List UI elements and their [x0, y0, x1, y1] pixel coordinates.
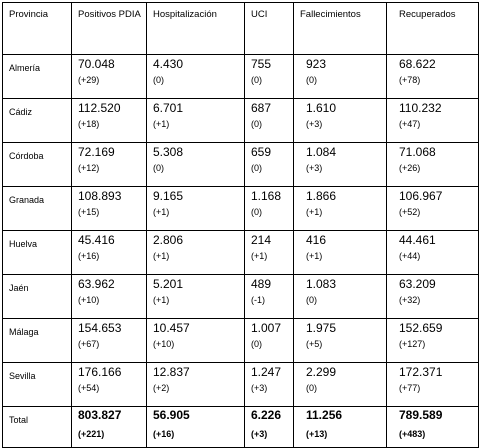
cell-fallecimientos: [294, 319, 387, 363]
cell-uci: [245, 275, 294, 319]
cell-uci-change: (+1): [251, 251, 268, 261]
cell-recuperados-change: (+127): [399, 339, 426, 349]
header-recuperados: Recuperados: [387, 3, 479, 55]
cell-positivos: [72, 407, 147, 448]
cell-fallecimientos-value: 1.866: [306, 189, 337, 203]
cell-recuperados: [387, 55, 479, 99]
cell-positivos: [72, 99, 147, 143]
cell-fallecimientos-value: 923: [306, 57, 327, 71]
cell-recuperados: [387, 143, 479, 187]
cell-hospitalizacion-change: (+10): [153, 339, 175, 349]
cell-positivos-change: (+10): [78, 295, 100, 305]
cell-fallecimientos: [294, 143, 387, 187]
cell-hospitalizacion-value: 5.308: [153, 145, 184, 159]
cell-positivos-change: (+67): [78, 339, 100, 349]
table-row: [3, 319, 479, 363]
cell-recuperados-value: 152.659: [399, 321, 443, 335]
cell-fallecimientos-value: 1.083: [306, 277, 337, 291]
cell-fallecimientos-change: (0): [306, 75, 317, 85]
cell-positivos: [72, 231, 147, 275]
cell-recuperados-value: 789.589: [399, 408, 443, 422]
cell-uci-value: 489: [251, 277, 272, 291]
cell-hospitalizacion-change: (+1): [153, 207, 170, 217]
total-row: [3, 407, 479, 448]
cell-recuperados-change: (+483): [399, 429, 426, 439]
cell-provincia: Jaén: [3, 275, 72, 319]
cell-provincia: Málaga: [3, 319, 72, 363]
table-row: [3, 187, 479, 231]
cell-recuperados-change: (+26): [399, 163, 421, 173]
table-row: [3, 363, 479, 407]
cell-positivos-value: 72.169: [78, 145, 115, 159]
cell-provincia: Cádiz: [3, 99, 72, 143]
cell-positivos-value: 108.893: [78, 189, 122, 203]
cell-hospitalizacion-change: (+1): [153, 295, 170, 305]
cell-provincia: Sevilla: [3, 363, 72, 407]
cell-positivos-change: (+221): [78, 429, 105, 439]
cell-recuperados-value: 44.461: [399, 233, 436, 247]
cell-provincia: Almería: [3, 55, 72, 99]
cell-fallecimientos: [294, 231, 387, 275]
header-hospitalizacion: Hospitalización: [147, 3, 245, 55]
cell-fallecimientos-change: (+1): [306, 207, 323, 217]
cell-recuperados-value: 71.068: [399, 145, 436, 159]
cell-positivos-value: 176.166: [78, 365, 122, 379]
cell-positivos: [72, 55, 147, 99]
cell-uci-value: 214: [251, 233, 272, 247]
cell-recuperados-change: (+47): [399, 119, 421, 129]
cell-recuperados: [387, 187, 479, 231]
cell-uci-value: 1.247: [251, 365, 282, 379]
cell-uci-value: 1.168: [251, 189, 282, 203]
cell-uci: [245, 231, 294, 275]
cell-uci-change: (0): [251, 75, 262, 85]
table-header-row: [3, 3, 479, 55]
cell-uci-change: (-1): [251, 295, 265, 305]
cell-recuperados-change: (+52): [399, 207, 421, 217]
cell-recuperados-value: 106.967: [399, 189, 443, 203]
cell-recuperados-change: (+32): [399, 295, 421, 305]
cell-recuperados-value: 172.371: [399, 365, 443, 379]
cell-hospitalizacion: [147, 407, 245, 448]
table-row: [3, 231, 479, 275]
cell-positivos-change: (+54): [78, 383, 100, 393]
cell-hospitalizacion: [147, 319, 245, 363]
cell-positivos-change: (+12): [78, 163, 100, 173]
cell-uci: [245, 143, 294, 187]
cell-hospitalizacion-change: (+1): [153, 251, 170, 261]
cell-hospitalizacion-change: (+1): [153, 119, 170, 129]
cell-fallecimientos-change: (+5): [306, 339, 323, 349]
table-row: [3, 275, 479, 319]
cell-fallecimientos-value: 11.256: [306, 408, 343, 422]
cell-fallecimientos-value: 1.084: [306, 145, 337, 159]
cell-hospitalizacion-value: 9.165: [153, 189, 184, 203]
cell-fallecimientos-change: (+3): [306, 119, 323, 129]
cell-uci: [245, 319, 294, 363]
cell-hospitalizacion-value: 12.837: [153, 365, 190, 379]
cell-hospitalizacion: [147, 275, 245, 319]
cell-positivos: [72, 363, 147, 407]
cell-fallecimientos: [294, 55, 387, 99]
cell-fallecimientos-change: (+13): [306, 429, 328, 439]
cell-fallecimientos-change: (0): [306, 295, 317, 305]
cell-hospitalizacion-value: 2.806: [153, 233, 184, 247]
cell-positivos-change: (+16): [78, 251, 100, 261]
cell-positivos-change: (+18): [78, 119, 100, 129]
table-row: [3, 99, 479, 143]
cell-hospitalizacion: [147, 187, 245, 231]
cell-hospitalizacion-value: 4.430: [153, 57, 184, 71]
cell-positivos: [72, 319, 147, 363]
cell-hospitalizacion: [147, 231, 245, 275]
cell-hospitalizacion: [147, 143, 245, 187]
cell-uci-value: 687: [251, 101, 272, 115]
cell-fallecimientos: [294, 407, 387, 448]
cell-positivos: [72, 143, 147, 187]
cell-provincia: Huelva: [3, 231, 72, 275]
table-row: [3, 55, 479, 99]
cell-fallecimientos: [294, 363, 387, 407]
cell-fallecimientos: [294, 99, 387, 143]
cell-hospitalizacion-value: 10.457: [153, 321, 190, 335]
cell-recuperados-value: 63.209: [399, 277, 436, 291]
cell-hospitalizacion: [147, 55, 245, 99]
cell-hospitalizacion-value: 6.701: [153, 101, 184, 115]
cell-positivos-change: (+29): [78, 75, 100, 85]
cell-uci: [245, 55, 294, 99]
cell-recuperados-change: (+77): [399, 383, 421, 393]
cell-provincia: Total: [3, 407, 72, 448]
cell-provincia: Granada: [3, 187, 72, 231]
cell-recuperados: [387, 231, 479, 275]
cell-fallecimientos-value: 416: [306, 233, 327, 247]
cell-hospitalizacion-change: (+16): [153, 429, 175, 439]
cell-uci-value: 659: [251, 145, 272, 159]
cell-uci-change: (0): [251, 339, 262, 349]
cell-recuperados-change: (+78): [399, 75, 421, 85]
cell-recuperados: [387, 275, 479, 319]
cell-fallecimientos-value: 1.975: [306, 321, 337, 335]
cell-hospitalizacion: [147, 99, 245, 143]
cell-uci: [245, 187, 294, 231]
cell-positivos-change: (+15): [78, 207, 100, 217]
cell-uci: [245, 99, 294, 143]
header-positivos: Positivos PDIA: [72, 3, 147, 55]
cell-positivos-value: 803.827: [78, 408, 122, 422]
cell-uci-change: (0): [251, 163, 262, 173]
cell-recuperados-change: (+44): [399, 251, 421, 261]
cell-fallecimientos: [294, 187, 387, 231]
cell-fallecimientos-change: (+3): [306, 163, 323, 173]
cell-positivos-value: 63.962: [78, 277, 115, 291]
header-fallecimientos: Fallecimientos: [294, 3, 387, 55]
cell-recuperados: [387, 407, 479, 448]
cell-positivos-value: 45.416: [78, 233, 115, 247]
cell-uci-value: 1.007: [251, 321, 282, 335]
cell-uci-value: 6.226: [251, 408, 282, 422]
cell-hospitalizacion-value: 5.201: [153, 277, 184, 291]
cell-uci-change: (0): [251, 119, 262, 129]
cell-fallecimientos: [294, 275, 387, 319]
cell-hospitalizacion-change: (+2): [153, 383, 170, 393]
cell-hospitalizacion: [147, 363, 245, 407]
cell-recuperados: [387, 319, 479, 363]
cell-uci-value: 755: [251, 57, 272, 71]
cell-hospitalizacion-change: (0): [153, 163, 164, 173]
cell-fallecimientos-change: (0): [306, 383, 317, 393]
cell-hospitalizacion-value: 56.905: [153, 408, 190, 422]
cell-uci: [245, 363, 294, 407]
cell-recuperados-value: 68.622: [399, 57, 436, 71]
cell-hospitalizacion-change: (0): [153, 75, 164, 85]
cell-provincia: Córdoba: [3, 143, 72, 187]
covid-provinces-table: [2, 2, 479, 448]
table-row: [3, 143, 479, 187]
cell-positivos-value: 70.048: [78, 57, 115, 71]
cell-positivos-value: 112.520: [78, 101, 121, 115]
cell-fallecimientos-value: 1.610: [306, 101, 337, 115]
cell-uci-change: (0): [251, 207, 262, 217]
cell-recuperados: [387, 363, 479, 407]
cell-positivos: [72, 187, 147, 231]
cell-fallecimientos-change: (+1): [306, 251, 323, 261]
cell-fallecimientos-value: 2.299: [306, 365, 337, 379]
cell-positivos-value: 154.653: [78, 321, 122, 335]
header-provincia: Provincia: [3, 3, 72, 55]
cell-recuperados-value: 110.232: [399, 101, 442, 115]
cell-positivos: [72, 275, 147, 319]
cell-uci: [245, 407, 294, 448]
header-uci: UCI: [245, 3, 294, 55]
cell-recuperados: [387, 99, 479, 143]
cell-uci-change: (+3): [251, 429, 268, 439]
cell-uci-change: (+3): [251, 383, 268, 393]
